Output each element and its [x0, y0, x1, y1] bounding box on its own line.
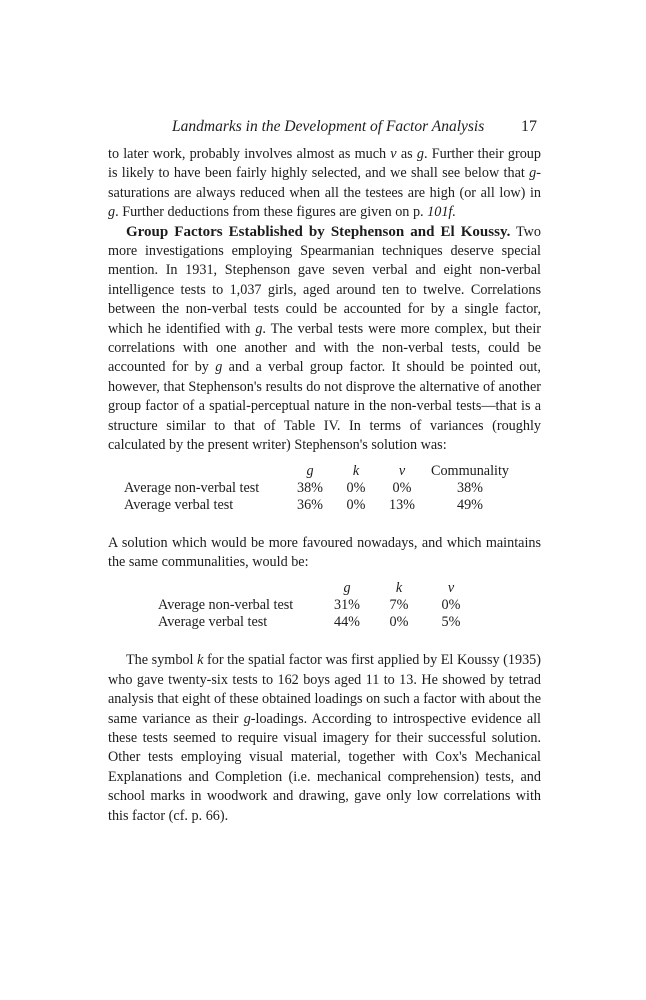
- variance-table-stephenson: [124, 463, 515, 514]
- table-cell: 5%: [441, 614, 461, 631]
- symbol-g: g: [529, 165, 537, 182]
- text-run: The symbol: [126, 652, 198, 669]
- column-header-v: v: [398, 462, 406, 479]
- symbol-g: g: [215, 359, 223, 376]
- table-cell: 36%: [296, 496, 323, 513]
- table-row: [124, 480, 515, 497]
- column-header-g: g: [306, 462, 314, 479]
- spacer: [108, 631, 541, 651]
- table-cell: 38%: [456, 479, 483, 496]
- text-run: -loadings. According to introspective evidence all these tests seemed to require visual imagery for their successful solution. Other tests employing visual material, together with Cox's Mechanical Explanations and Completion (i.e. mechanical comprehension) tests, and school marks in woodwork and drawing, gave only low correlations with this factor (cf. p. 66).: [108, 710, 541, 824]
- paragraph-1: [108, 145, 541, 223]
- text-run: Two more investigations employing Spearmanian techniques deserve special mention. In 1931, Stephenson gave seven verbal and eight non-verbal intelligence tests to 1,037 girls, aged around ten to twelve. Correlations between the non-verbal tests could be accounted for by a single factor, which he identified with: [108, 223, 541, 337]
- table-header-row: [124, 463, 515, 480]
- column-header-k: k: [352, 462, 360, 479]
- table-row: [158, 614, 477, 631]
- column-header-v: v: [447, 580, 455, 597]
- table-cell: 0%: [392, 479, 412, 496]
- table-cell: 31%: [333, 597, 360, 614]
- symbol-g: g: [243, 710, 251, 727]
- table-cell: 38%: [296, 479, 323, 496]
- table-cell: 0%: [441, 597, 461, 614]
- column-header-communality: Communality: [430, 462, 510, 479]
- row-label: Average non-verbal test: [158, 597, 294, 614]
- section-heading: Group Factors Established by Stephenson and El Koussy.: [126, 223, 511, 240]
- table-cell: 44%: [333, 614, 360, 631]
- table-cell: 0%: [346, 479, 366, 496]
- page-reference: 101f.: [427, 204, 456, 221]
- paragraph-2: [108, 223, 541, 456]
- text-run: . Further deductions from these figures are given on p.: [115, 204, 428, 221]
- text-run: as: [396, 146, 417, 162]
- spacer: [108, 514, 541, 534]
- table-header-row: [158, 580, 477, 597]
- table-row: [158, 597, 477, 614]
- table-row: [124, 497, 515, 514]
- row-label: Average verbal test: [124, 496, 234, 513]
- symbol-g: g: [416, 146, 424, 162]
- text-run: . Further their group is likely to have been fairly highly selected, and we shall see below that: [108, 146, 541, 182]
- table-cell: 0%: [346, 496, 366, 513]
- text-run: -saturations are always reduced when all the testees are high (or all low) in: [108, 165, 541, 201]
- text-run: and a verbal group factor. It should be pointed out, however, that Stephenson's results do not disprove the alternative of another group factor of a spatial-perceptual nature in the non-verbal tests—that is a structure similar to that of Table IV. In terms of variances (roughly calculated by the present writer) Stephenson's solution was:: [108, 359, 541, 454]
- page-header: [0, 118, 646, 140]
- running-title: Landmarks in the Development of Factor Analysis: [172, 118, 485, 135]
- table-cell: 7%: [389, 597, 409, 614]
- text-run: to later work, probably involves almost as much: [108, 146, 391, 162]
- paragraph-4: [108, 651, 541, 826]
- symbol-v: v: [390, 146, 397, 162]
- variance-table-alternative: [158, 580, 477, 631]
- symbol-k: k: [197, 652, 204, 669]
- symbol-g: g: [255, 320, 263, 337]
- column-header-k: k: [395, 580, 403, 597]
- text-run: . The verbal tests were more complex, but their correlations with one another and with the non-verbal tests, could be accounted for by: [108, 320, 542, 376]
- body-text: [108, 145, 541, 826]
- table-cell: 0%: [389, 614, 409, 631]
- row-label: Average non-verbal test: [124, 479, 260, 496]
- page-number: 17: [521, 118, 537, 135]
- table-cell: 13%: [388, 496, 415, 513]
- paragraph-3: A solution which would be more favoured nowadays, and which maintains the same communalities, would be:: [108, 534, 541, 570]
- row-label: Average verbal test: [158, 614, 268, 631]
- column-header-g: g: [343, 580, 351, 597]
- text-run: for the spatial factor was first applied by El Koussy (1935) who gave twenty-six tests to 162 boys aged 11 to 13. He showed by tetrad analysis that eight of these obtained loadings on such a factor with about the same variance as their: [108, 652, 542, 727]
- symbol-g: g: [108, 204, 116, 221]
- table-cell: 49%: [456, 496, 483, 513]
